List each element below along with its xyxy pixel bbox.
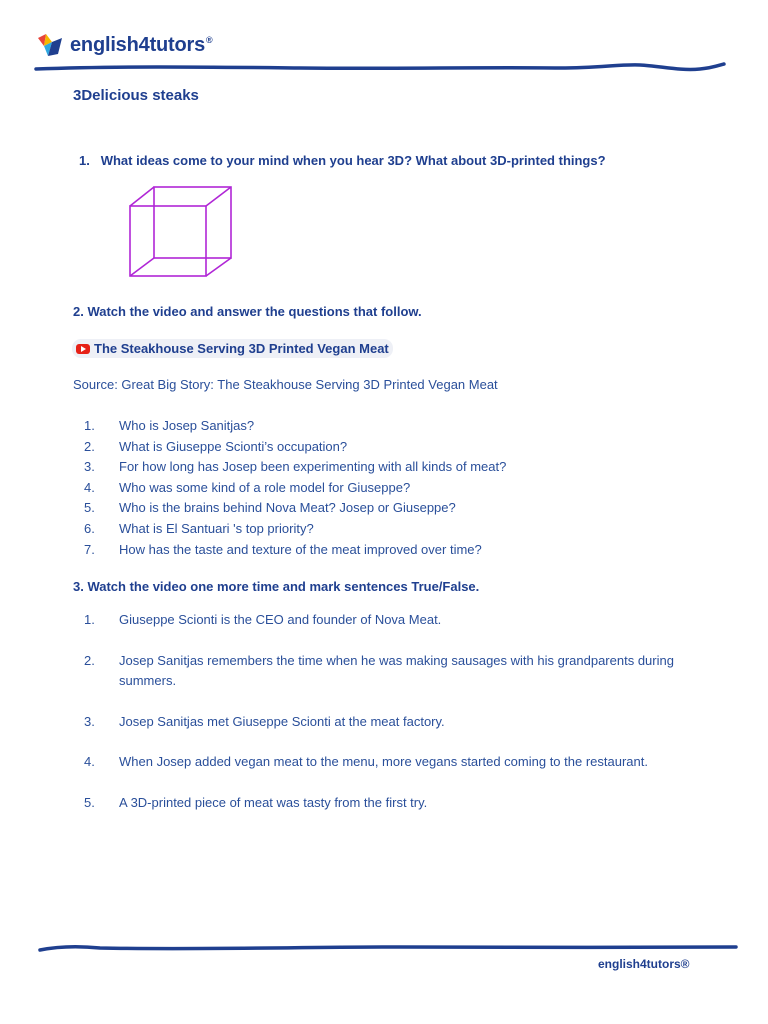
video-link[interactable] (72, 339, 393, 358)
youtube-icon (76, 344, 90, 354)
list-item: 7. How has the taste and texture of the meat improved over time? (84, 541, 482, 557)
brand-logo (36, 30, 212, 60)
list-item: 4. When Josep added vegan meat to the menu, more vegans started coming to the restaurant. (84, 754, 648, 769)
list-item: 5. Who is the brains behind Nova Meat? Josep or Giuseppe? (84, 500, 456, 516)
list-item: 6. What is El Santuari 's top priority? (84, 520, 314, 536)
list-item: 1. Who is Josep Sanitjas? (84, 418, 255, 433)
section2-heading: 2. Watch the video and answer the questions that follow. (73, 304, 422, 319)
list-item: 2. What is Giuseppe Scionti’s occupation? (84, 438, 348, 454)
list-item: 5. A 3D-printed piece of meat was tasty from the first try. (84, 794, 428, 810)
source-text: Source: Great Big Story: The Steakhouse Serving 3D Printed Vegan Meat (73, 377, 498, 392)
brand-name: english4tutors® (70, 33, 213, 56)
list-item: 3. For how long has Josep been experimenting with all kinds of meat? (84, 459, 507, 475)
list-item: 1. Giuseppe Scionti is the CEO and founder of Nova Meat. (84, 612, 442, 627)
questions-list (84, 416, 506, 560)
list-item: 2. Josep Sanitjas remembers the time when he was making sausages with his grandparents during summers. (84, 652, 674, 688)
footer-wave-divider (0, 938, 768, 958)
list-item: 3. Josep Sanitjas met Giuseppe Scionti at the meat factory. (84, 713, 445, 729)
section1-question: 1. What ideas come to your mind when you hear 3D? What about 3D-printed things? (79, 153, 606, 168)
wireframe-cube-icon (126, 184, 236, 280)
list-item: 4. Who was some kind of a role model for Giuseppe? (84, 479, 411, 495)
page-title: 3Delicious steaks (73, 87, 199, 104)
video-link-label: The Steakhouse Serving 3D Printed Vegan Meat (94, 341, 389, 356)
statements-list (84, 610, 684, 813)
logo-mark-icon (36, 32, 64, 58)
footer-brand: english4tutors® (598, 957, 690, 971)
header-wave-divider (0, 58, 768, 78)
section3-heading: 3. Watch the video one more time and mark sentences True/False. (73, 579, 480, 594)
